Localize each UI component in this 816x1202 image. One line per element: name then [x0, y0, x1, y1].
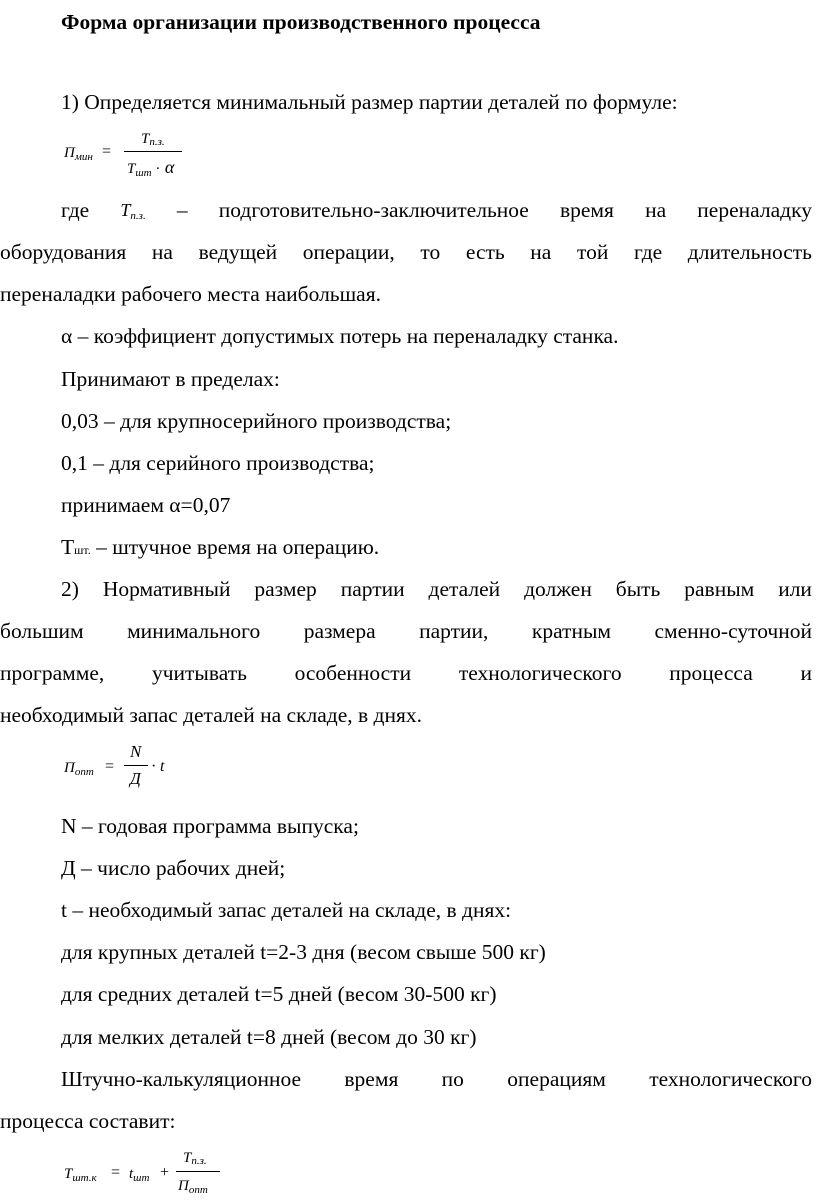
formula2-equals: =	[105, 758, 115, 775]
formula2-fraction-bar	[124, 765, 148, 766]
formula1-fraction-bar	[124, 151, 182, 152]
definition-tpz-line2: оборудования на ведущей операции, то есть на той где длительность	[0, 240, 812, 264]
formula3-tsht: $t_{шт}$	[129, 1166, 150, 1184]
tsht-definition: Тшт. – штучное время на операцию.	[61, 535, 380, 559]
formula3-plus: +	[160, 1164, 170, 1181]
formula1-numerator: Тп.з.	[141, 131, 165, 148]
formula3-equals: =	[111, 1164, 121, 1181]
n-definition: N – годовая программа выпуска;	[61, 814, 359, 838]
formula3-lhs: $Т_{шт.к}$	[64, 1166, 97, 1184]
formula1-lhs: $П_{мин}$	[64, 145, 93, 163]
paragraph-2-line3: программе, учитывать особенности технологического процесса и	[0, 661, 812, 685]
paragraph-2-line1: 2) Нормативный размер партии деталей должен быть равным или	[61, 577, 812, 601]
formula1-equals: =	[102, 143, 112, 160]
small-parts: для мелких деталей t=8 дней (весом до 30 кг)	[61, 1025, 477, 1049]
definition-tpz-line3: переналадки рабочего места наибольшая.	[0, 282, 381, 306]
alpha-definition: α – коэффициент допустимых потерь на переналадку станка.	[61, 324, 619, 348]
d-definition: Д – число рабочих дней;	[61, 856, 286, 880]
formula3-denominator: $П_{опт}$	[178, 1178, 208, 1196]
definition-tpz-line1: где Тп.з. – подготовительно-заключительное время на переналадку	[61, 197, 812, 226]
paragraph-2-line2: большим минимального размера партии, кратным сменно-суточной	[0, 619, 812, 643]
t-definition: t – необходимый запас деталей на складе, в днях:	[61, 898, 512, 922]
accepted-alpha: принимаем α=0,07	[61, 493, 231, 517]
formula3-fraction-bar	[176, 1171, 220, 1172]
formula2-dot: ·	[151, 758, 157, 775]
paragraph-3-line2: процесса составит:	[0, 1109, 176, 1133]
formula1-denominator: $Т_{шт} \cdot \alpha$	[127, 157, 175, 179]
tpz-symbol: Тп.з.	[120, 200, 146, 222]
paragraph-2-line4: необходимый запас деталей на складе, в днях.	[0, 703, 423, 727]
accept-range-label: Принимают в пределах:	[61, 367, 280, 391]
paragraph-3-line1: Штучно-калькуляционное время по операциям технологического	[61, 1067, 812, 1091]
document-title: Форма организации производственного процесса	[61, 10, 541, 34]
large-parts: для крупных деталей t=2-3 дня (весом свыше 500 кг)	[61, 940, 546, 964]
medium-parts: для средних деталей t=5 дней (весом 30-500 кг)	[61, 982, 497, 1006]
formula2-denominator: Д	[130, 769, 141, 788]
paragraph-1: 1) Определяется минимальный размер партии деталей по формуле:	[61, 90, 678, 114]
value-series: 0,1 – для серийного производства;	[61, 451, 375, 475]
formula2-t: t	[160, 758, 165, 775]
formula3-numerator: Тп.з.	[183, 1150, 207, 1167]
formula2-numerator: N	[130, 742, 142, 761]
formula2-lhs: $П_{опт}$	[64, 760, 94, 778]
value-large-series: 0,03 – для крупносерийного производства;	[61, 409, 452, 433]
